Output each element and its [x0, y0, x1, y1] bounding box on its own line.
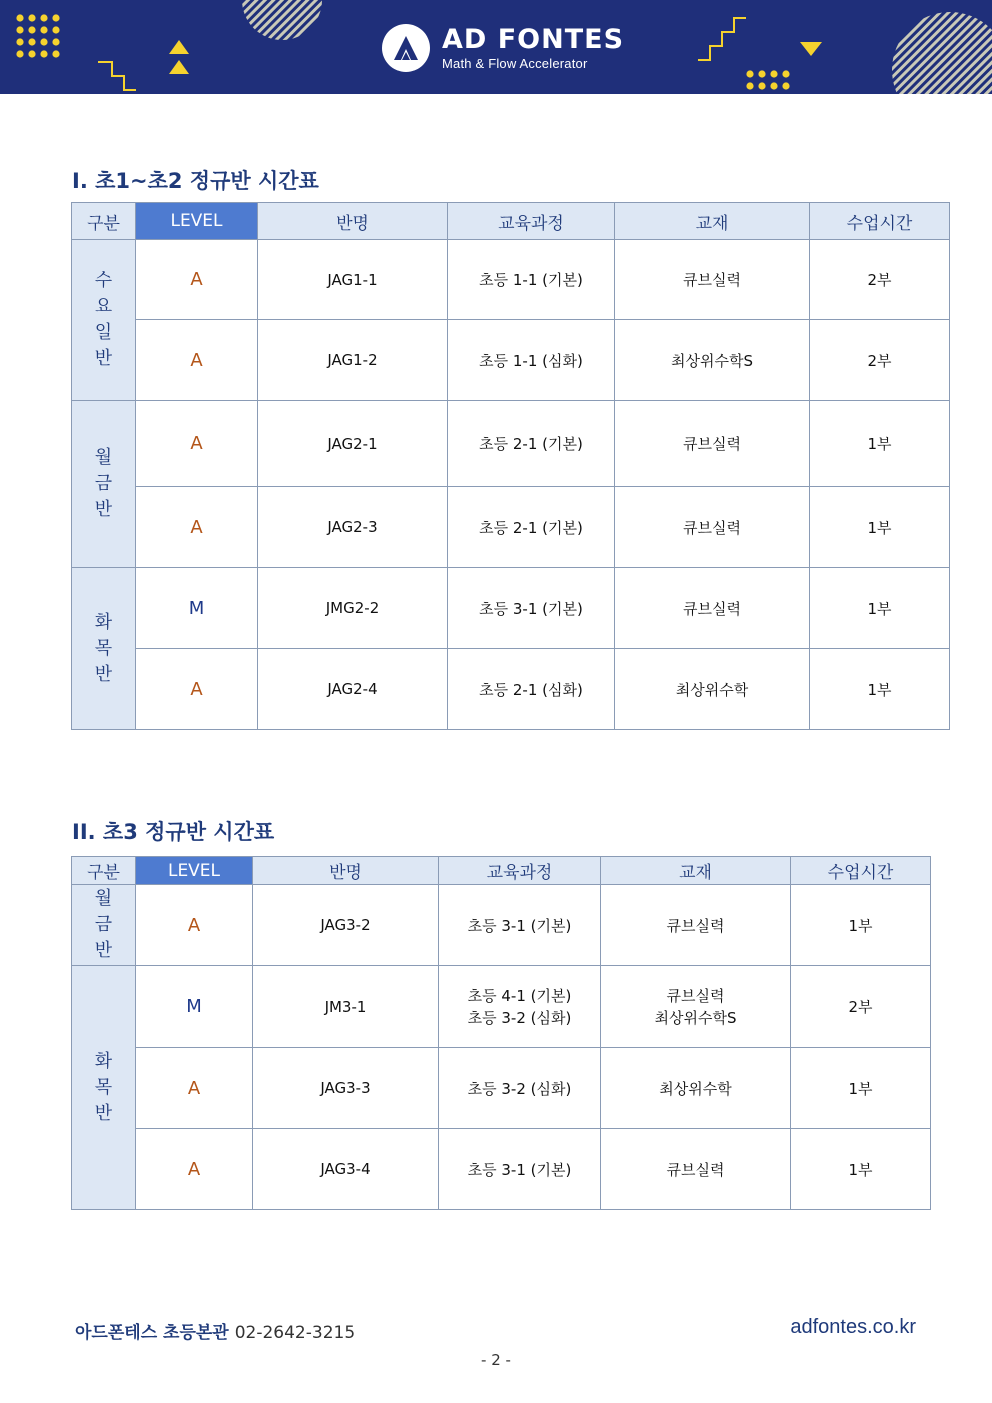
book-cell: 큐브실력 — [615, 568, 810, 649]
book-cell: 큐브실력 — [601, 1129, 791, 1210]
book-cell: 최상위수학S — [615, 320, 810, 401]
time-cell: 2부 — [791, 966, 931, 1048]
table-row — [72, 649, 950, 730]
col-header-group: 구분 — [72, 857, 136, 885]
group-label-char: 반 — [94, 1102, 113, 1124]
level-cell: A — [136, 320, 258, 401]
table-row — [72, 487, 950, 568]
course-cell — [439, 966, 601, 1048]
footer-contact — [75, 1318, 355, 1343]
level-cell: A — [136, 1048, 253, 1129]
timetable-grade1-2 — [71, 202, 950, 730]
stair-line-right — [698, 18, 746, 60]
group-label-char: 반 — [94, 663, 113, 685]
timetable-grade3 — [71, 856, 931, 1210]
level-cell: A — [136, 487, 258, 568]
book-line: 큐브실력 — [666, 986, 725, 1005]
col-header-group: 구분 — [72, 203, 136, 240]
class-name-cell: JAG3-4 — [253, 1129, 439, 1210]
col-header-time: 수업시간 — [810, 203, 950, 240]
table-row — [72, 568, 950, 649]
course-cell: 초등 2-1 (심화) — [448, 649, 615, 730]
class-name-cell: JM3-1 — [253, 966, 439, 1048]
course-cell: 초등 2-1 (기본) — [448, 401, 615, 487]
group-label-char: 반 — [94, 499, 113, 520]
table-row — [72, 966, 931, 1048]
group-label — [72, 966, 136, 1210]
group-label-char: 월 — [94, 888, 113, 909]
level-cell: A — [136, 649, 258, 730]
phone-number: 02-2642-3215 — [234, 1323, 356, 1343]
course-cell: 초등 3-1 (기본) — [448, 568, 615, 649]
course-cell: 초등 3-1 (기본) — [439, 885, 601, 966]
course-line: 초등 3-2 (심화) — [467, 1008, 572, 1027]
class-name-cell: JAG1-1 — [258, 240, 448, 320]
class-name-cell: JAG3-3 — [253, 1048, 439, 1129]
book-cell: 큐브실력 — [615, 487, 810, 568]
col-header-book: 교재 — [601, 857, 791, 885]
book-line: 최상위수학S — [654, 1008, 737, 1027]
triangle-down-icon — [800, 42, 822, 56]
col-header-level: LEVEL — [136, 857, 253, 885]
course-cell: 초등 3-2 (심화) — [439, 1048, 601, 1129]
course-cell: 초등 3-1 (기본) — [439, 1129, 601, 1210]
group-label-char: 목 — [94, 1076, 113, 1098]
logo-mark-icon — [382, 24, 430, 72]
time-cell: 1부 — [791, 1129, 931, 1210]
branch-name: 아드폰테스 초등본관 — [75, 1323, 229, 1343]
level-cell: M — [136, 966, 253, 1048]
book-cell: 큐브실력 — [615, 401, 810, 487]
group-label-char: 화 — [94, 611, 113, 633]
group-label-char: 반 — [94, 940, 113, 961]
group-label-char: 요 — [94, 296, 113, 317]
triangle-up-icon — [169, 60, 189, 74]
table-row — [72, 1048, 931, 1129]
level-cell: A — [136, 240, 258, 320]
group-label-char: 반 — [94, 348, 113, 369]
col-header-course: 교육과정 — [448, 203, 615, 240]
group-label — [72, 401, 136, 568]
table-row — [72, 885, 931, 966]
level-cell: A — [136, 885, 253, 966]
group-label — [72, 568, 136, 730]
group-label-char: 월 — [94, 447, 113, 468]
class-name-cell: JAG2-3 — [258, 487, 448, 568]
table-row — [72, 240, 950, 320]
book-cell — [601, 966, 791, 1048]
group-label-char: 일 — [94, 322, 113, 343]
book-cell: 최상위수학 — [615, 649, 810, 730]
time-cell: 1부 — [791, 1048, 931, 1129]
table-header-row — [72, 857, 931, 885]
striped-circle — [892, 12, 992, 94]
triangle-up-icon — [169, 40, 189, 54]
time-cell: 1부 — [810, 487, 950, 568]
brand-logo — [382, 22, 624, 74]
dot-grid-right — [746, 70, 789, 89]
table-header-row — [72, 203, 950, 240]
brand-tagline: Math & Flow Accelerator — [442, 56, 588, 71]
time-cell: 1부 — [810, 401, 950, 487]
dot-grid-left — [16, 14, 59, 57]
book-cell: 최상위수학 — [601, 1048, 791, 1129]
group-label-char: 목 — [94, 637, 113, 659]
stair-line-left — [98, 62, 136, 90]
group-label — [72, 240, 136, 401]
class-name-cell: JAG2-1 — [258, 401, 448, 487]
col-header-course: 교육과정 — [439, 857, 601, 885]
course-cell: 초등 2-1 (기본) — [448, 487, 615, 568]
group-label-char: 화 — [94, 1050, 113, 1072]
time-cell: 1부 — [791, 885, 931, 966]
course-line: 초등 4-1 (기본) — [467, 986, 572, 1005]
level-cell: M — [136, 568, 258, 649]
group-label — [72, 885, 136, 966]
level-cell: A — [136, 401, 258, 487]
col-header-class: 반명 — [253, 857, 439, 885]
time-cell: 2부 — [810, 320, 950, 401]
col-header-time: 수업시간 — [791, 857, 931, 885]
website-link[interactable]: adfontes.co.kr — [790, 1316, 916, 1338]
brand-name: AD FONTES — [442, 24, 625, 55]
time-cell: 1부 — [810, 649, 950, 730]
group-label-char: 수 — [94, 270, 113, 291]
class-name-cell: JMG2-2 — [258, 568, 448, 649]
table-row — [72, 401, 950, 487]
group-label-char: 금 — [94, 473, 113, 494]
page-number: - 2 - — [481, 1351, 511, 1369]
book-cell: 큐브실력 — [615, 240, 810, 320]
class-name-cell: JAG2-4 — [258, 649, 448, 730]
time-cell: 2부 — [810, 240, 950, 320]
course-cell: 초등 1-1 (심화) — [448, 320, 615, 401]
group-label-char: 금 — [94, 914, 113, 935]
book-cell: 큐브실력 — [601, 885, 791, 966]
col-header-book: 교재 — [615, 203, 810, 240]
section1-title: I. 초1~초2 정규반 시간표 — [72, 169, 319, 193]
class-name-cell: JAG3-2 — [253, 885, 439, 966]
striped-semicircle — [242, 0, 322, 40]
level-cell: A — [136, 1129, 253, 1210]
time-cell: 1부 — [810, 568, 950, 649]
col-header-class: 반명 — [258, 203, 448, 240]
section2-title: II. 초3 정규반 시간표 — [72, 820, 275, 844]
header-banner — [0, 0, 992, 94]
table-row — [72, 320, 950, 401]
table-row — [72, 1129, 931, 1210]
col-header-level: LEVEL — [136, 203, 258, 240]
course-cell: 초등 1-1 (기본) — [448, 240, 615, 320]
class-name-cell: JAG1-2 — [258, 320, 448, 401]
